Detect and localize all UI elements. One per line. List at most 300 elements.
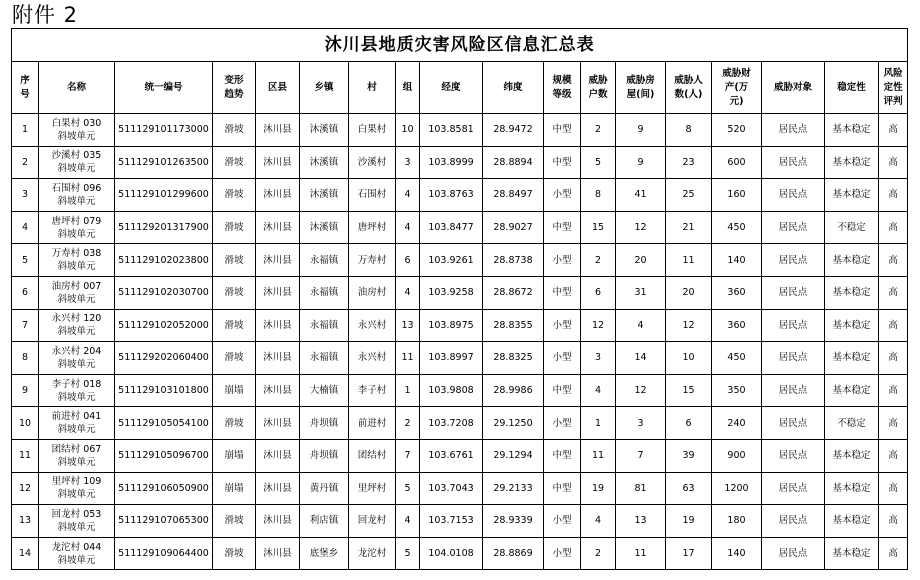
table-row — [12, 146, 908, 179]
cell-latitude: 28.8325 — [483, 342, 544, 375]
cell-stability: 基本稳定 — [825, 309, 879, 342]
header-line: 等级 — [552, 88, 572, 100]
cell-risk-assessment: 高 — [879, 211, 908, 244]
cell-threatened-people: 63 — [666, 472, 712, 505]
cell-deformation-trend: 滑坡 — [213, 276, 256, 309]
cell-threatened-houses: 7 — [616, 439, 666, 472]
cell-deformation-trend: 滑坡 — [213, 211, 256, 244]
cell-line: 团结村 067 — [51, 443, 102, 455]
cell-group: 11 — [396, 342, 420, 375]
cell-line: 龙沱村 044 — [51, 541, 102, 553]
header-line: 村 — [367, 81, 377, 93]
cell-township: 大楠镇 — [300, 374, 349, 407]
cell-unified-code: 511129103101800 — [115, 374, 213, 407]
cell-county: 沐川县 — [256, 407, 300, 440]
header-latitude — [483, 62, 544, 114]
table-row — [12, 114, 908, 147]
cell-group: 3 — [396, 146, 420, 179]
cell-name — [39, 439, 115, 472]
table-title-row — [12, 29, 908, 62]
cell-risk-assessment: 高 — [879, 309, 908, 342]
cell-deformation-trend: 滑坡 — [213, 309, 256, 342]
cell-name — [39, 179, 115, 212]
cell-threatened-property: 350 — [712, 374, 762, 407]
cell-unified-code: 511129106050900 — [115, 472, 213, 505]
cell-village: 永兴村 — [349, 309, 396, 342]
table-row — [12, 407, 908, 440]
cell-village: 回龙村 — [349, 505, 396, 538]
cell-village: 沙溪村 — [349, 146, 396, 179]
header-township — [300, 62, 349, 114]
cell-line: 白果村 030 — [51, 117, 102, 129]
cell-unified-code: 511129201317900 — [115, 211, 213, 244]
cell-index: 9 — [12, 374, 39, 407]
cell-group: 2 — [396, 407, 420, 440]
header-line: 变形 — [224, 74, 244, 86]
cell-threatened-object: 居民点 — [762, 211, 825, 244]
cell-county: 沐川县 — [256, 342, 300, 375]
cell-line: 斜坡单元 — [57, 261, 96, 273]
cell-county: 沐川县 — [256, 505, 300, 538]
cell-county: 沐川县 — [256, 439, 300, 472]
cell-threatened-households: 3 — [581, 342, 616, 375]
cell-index: 11 — [12, 439, 39, 472]
header-line: 屋(间) — [626, 88, 655, 100]
cell-threatened-houses: 9 — [616, 114, 666, 147]
header-name — [39, 62, 115, 114]
header-line: 元) — [729, 95, 744, 107]
cell-index: 5 — [12, 244, 39, 277]
cell-scale-grade: 小型 — [544, 244, 581, 277]
cell-county: 沐川县 — [256, 374, 300, 407]
cell-stability: 基本稳定 — [825, 244, 879, 277]
cell-threatened-houses: 20 — [616, 244, 666, 277]
cell-scale-grade: 中型 — [544, 276, 581, 309]
cell-line: 斜坡单元 — [57, 228, 96, 240]
cell-unified-code: 511129102030700 — [115, 276, 213, 309]
cell-threatened-people: 20 — [666, 276, 712, 309]
header-unified-code — [115, 62, 213, 114]
cell-threatened-households: 12 — [581, 309, 616, 342]
cell-threatened-households: 2 — [581, 114, 616, 147]
cell-unified-code: 511129109064400 — [115, 537, 213, 570]
cell-longitude: 103.8997 — [420, 342, 483, 375]
cell-county: 沐川县 — [256, 537, 300, 570]
cell-county: 沐川县 — [256, 146, 300, 179]
table-row — [12, 537, 908, 570]
cell-risk-assessment: 高 — [879, 276, 908, 309]
cell-threatened-property: 240 — [712, 407, 762, 440]
cell-threatened-households: 1 — [581, 407, 616, 440]
cell-threatened-people: 21 — [666, 211, 712, 244]
cell-risk-assessment: 高 — [879, 179, 908, 212]
cell-threatened-people: 6 — [666, 407, 712, 440]
cell-longitude: 104.0108 — [420, 537, 483, 570]
cell-village: 团结村 — [349, 439, 396, 472]
cell-line: 沙溪村 035 — [51, 150, 102, 162]
header-line: 威胁房 — [626, 74, 655, 86]
cell-risk-assessment: 高 — [879, 439, 908, 472]
cell-threatened-object: 居民点 — [762, 179, 825, 212]
cell-line: 石围村 096 — [51, 182, 102, 194]
table-row — [12, 244, 908, 277]
cell-deformation-trend: 滑坡 — [213, 114, 256, 147]
header-line: 威胁财 — [722, 67, 751, 79]
cell-threatened-households: 15 — [581, 211, 616, 244]
cell-line: 斜坡单元 — [57, 195, 96, 207]
cell-scale-grade: 小型 — [544, 179, 581, 212]
header-county — [256, 62, 300, 114]
header-line: 威胁人 — [674, 74, 703, 86]
cell-name — [39, 374, 115, 407]
cell-line: 斜坡单元 — [57, 424, 96, 436]
cell-line: 永兴村 120 — [51, 313, 102, 325]
cell-threatened-object: 居民点 — [762, 439, 825, 472]
cell-longitude: 103.7043 — [420, 472, 483, 505]
header-deformation-trend — [213, 62, 256, 114]
cell-township: 永福镇 — [300, 276, 349, 309]
cell-threatened-people: 11 — [666, 244, 712, 277]
table-title: 沐川县地质灾害风险区信息汇总表 — [12, 29, 908, 62]
header-line: 乡镇 — [314, 81, 334, 93]
cell-longitude: 103.8763 — [420, 179, 483, 212]
cell-line: 永兴村 204 — [51, 345, 102, 357]
header-line: 统一编号 — [144, 81, 183, 93]
cell-scale-grade: 中型 — [544, 439, 581, 472]
cell-risk-assessment: 高 — [879, 244, 908, 277]
cell-deformation-trend: 滑坡 — [213, 179, 256, 212]
cell-latitude: 28.9339 — [483, 505, 544, 538]
cell-township: 底堡乡 — [300, 537, 349, 570]
cell-group: 13 — [396, 309, 420, 342]
cell-threatened-houses: 4 — [616, 309, 666, 342]
cell-scale-grade: 中型 — [544, 472, 581, 505]
cell-latitude: 28.8738 — [483, 244, 544, 277]
header-threatened-people — [666, 62, 712, 114]
cell-stability: 基本稳定 — [825, 537, 879, 570]
cell-line: 斜坡单元 — [57, 489, 96, 501]
cell-threatened-object: 居民点 — [762, 407, 825, 440]
cell-scale-grade: 小型 — [544, 407, 581, 440]
cell-latitude: 28.9986 — [483, 374, 544, 407]
header-village — [349, 62, 396, 114]
cell-deformation-trend: 崩塌 — [213, 472, 256, 505]
cell-threatened-houses: 81 — [616, 472, 666, 505]
cell-line: 唐坪村 079 — [51, 215, 102, 227]
cell-threatened-households: 2 — [581, 537, 616, 570]
cell-threatened-property: 1200 — [712, 472, 762, 505]
cell-group: 4 — [396, 505, 420, 538]
cell-risk-assessment: 高 — [879, 505, 908, 538]
cell-longitude: 103.8975 — [420, 309, 483, 342]
cell-latitude: 28.8672 — [483, 276, 544, 309]
cell-index: 7 — [12, 309, 39, 342]
table-row — [12, 342, 908, 375]
header-threatened-property — [712, 62, 762, 114]
cell-township: 沐溪镇 — [300, 114, 349, 147]
cell-deformation-trend: 滑坡 — [213, 244, 256, 277]
cell-deformation-trend: 滑坡 — [213, 537, 256, 570]
cell-threatened-property: 160 — [712, 179, 762, 212]
cell-stability: 基本稳定 — [825, 179, 879, 212]
cell-line: 回龙村 053 — [51, 508, 102, 520]
header-threatened-houses — [616, 62, 666, 114]
cell-deformation-trend: 滑坡 — [213, 407, 256, 440]
cell-threatened-households: 5 — [581, 146, 616, 179]
cell-index: 2 — [12, 146, 39, 179]
cell-township: 永福镇 — [300, 342, 349, 375]
cell-risk-assessment: 高 — [879, 342, 908, 375]
cell-stability: 基本稳定 — [825, 114, 879, 147]
cell-deformation-trend: 滑坡 — [213, 505, 256, 538]
cell-longitude: 103.9258 — [420, 276, 483, 309]
cell-threatened-property: 140 — [712, 244, 762, 277]
cell-threatened-people: 19 — [666, 505, 712, 538]
cell-county: 沐川县 — [256, 276, 300, 309]
cell-risk-assessment: 高 — [879, 407, 908, 440]
cell-village: 龙沱村 — [349, 537, 396, 570]
cell-threatened-property: 180 — [712, 505, 762, 538]
header-line: 经度 — [441, 81, 461, 93]
cell-threatened-object: 居民点 — [762, 472, 825, 505]
cell-threatened-houses: 13 — [616, 505, 666, 538]
cell-threatened-property: 360 — [712, 309, 762, 342]
cell-line: 油房村 007 — [51, 280, 102, 292]
cell-threatened-houses: 41 — [616, 179, 666, 212]
cell-township: 永福镇 — [300, 244, 349, 277]
cell-unified-code: 511129105054100 — [115, 407, 213, 440]
cell-risk-assessment: 高 — [879, 114, 908, 147]
cell-county: 沐川县 — [256, 309, 300, 342]
cell-latitude: 29.1250 — [483, 407, 544, 440]
cell-threatened-property: 900 — [712, 439, 762, 472]
cell-longitude: 103.8999 — [420, 146, 483, 179]
cell-line: 斜坡单元 — [57, 456, 96, 468]
header-line: 趋势 — [224, 88, 244, 100]
cell-unified-code: 511129107065300 — [115, 505, 213, 538]
cell-unified-code: 511129202060400 — [115, 342, 213, 375]
cell-village: 白果村 — [349, 114, 396, 147]
cell-longitude: 103.6761 — [420, 439, 483, 472]
header-line: 序 — [20, 74, 30, 86]
cell-threatened-houses: 12 — [616, 374, 666, 407]
header-stability — [825, 62, 879, 114]
cell-unified-code: 511129101173000 — [115, 114, 213, 147]
cell-line: 斜坡单元 — [57, 358, 96, 370]
table-row — [12, 505, 908, 538]
cell-line: 万寿村 038 — [51, 248, 102, 260]
cell-threatened-houses: 9 — [616, 146, 666, 179]
cell-threatened-houses: 3 — [616, 407, 666, 440]
cell-threatened-object: 居民点 — [762, 146, 825, 179]
header-line: 组 — [402, 81, 413, 93]
cell-scale-grade: 中型 — [544, 211, 581, 244]
cell-stability: 基本稳定 — [825, 374, 879, 407]
cell-index: 4 — [12, 211, 39, 244]
cell-threatened-households: 4 — [581, 374, 616, 407]
cell-latitude: 28.8894 — [483, 146, 544, 179]
cell-stability: 基本稳定 — [825, 146, 879, 179]
cell-name — [39, 211, 115, 244]
header-line: 户数 — [588, 88, 608, 100]
cell-latitude: 29.1294 — [483, 439, 544, 472]
cell-name — [39, 244, 115, 277]
cell-threatened-households: 11 — [581, 439, 616, 472]
cell-township: 沐溪镇 — [300, 179, 349, 212]
cell-threatened-households: 6 — [581, 276, 616, 309]
cell-index: 3 — [12, 179, 39, 212]
cell-group: 4 — [396, 179, 420, 212]
cell-deformation-trend: 滑坡 — [213, 342, 256, 375]
cell-scale-grade: 中型 — [544, 146, 581, 179]
cell-village: 唐坪村 — [349, 211, 396, 244]
header-group — [396, 62, 420, 114]
header-line: 定性 — [883, 81, 903, 93]
header-line: 稳定性 — [837, 81, 866, 93]
cell-group: 1 — [396, 374, 420, 407]
cell-village: 永兴村 — [349, 342, 396, 375]
cell-scale-grade: 小型 — [544, 309, 581, 342]
header-line: 名称 — [66, 81, 86, 93]
cell-threatened-houses: 12 — [616, 211, 666, 244]
header-scale-grade — [544, 62, 581, 114]
cell-line: 斜坡单元 — [57, 163, 96, 175]
cell-group: 10 — [396, 114, 420, 147]
table-row — [12, 309, 908, 342]
header-line: 产(万 — [724, 81, 749, 93]
cell-scale-grade: 中型 — [544, 374, 581, 407]
cell-stability: 基本稳定 — [825, 472, 879, 505]
cell-township: 利店镇 — [300, 505, 349, 538]
cell-name — [39, 114, 115, 147]
cell-latitude: 28.9027 — [483, 211, 544, 244]
cell-village: 李子村 — [349, 374, 396, 407]
cell-name — [39, 537, 115, 570]
header-line: 数(人) — [674, 88, 703, 100]
header-line: 区县 — [267, 81, 287, 93]
cell-county: 沐川县 — [256, 472, 300, 505]
table-row — [12, 211, 908, 244]
cell-township: 永福镇 — [300, 309, 349, 342]
cell-latitude: 28.8497 — [483, 179, 544, 212]
cell-village: 石围村 — [349, 179, 396, 212]
table-row — [12, 374, 908, 407]
attachment-label: 附件 2 — [12, 3, 79, 27]
cell-threatened-people: 10 — [666, 342, 712, 375]
cell-scale-grade: 小型 — [544, 505, 581, 538]
header-line: 威胁对象 — [773, 81, 812, 93]
cell-index: 1 — [12, 114, 39, 147]
cell-name — [39, 309, 115, 342]
cell-longitude: 103.8477 — [420, 211, 483, 244]
cell-county: 沐川县 — [256, 179, 300, 212]
cell-threatened-households: 2 — [581, 244, 616, 277]
cell-threatened-houses: 14 — [616, 342, 666, 375]
cell-index: 12 — [12, 472, 39, 505]
cell-threatened-object: 居民点 — [762, 537, 825, 570]
cell-threatened-property: 600 — [712, 146, 762, 179]
cell-longitude: 103.9808 — [420, 374, 483, 407]
cell-index: 14 — [12, 537, 39, 570]
cell-unified-code: 511129102023800 — [115, 244, 213, 277]
cell-stability: 基本稳定 — [825, 342, 879, 375]
header-line: 号 — [20, 88, 30, 100]
cell-threatened-property: 360 — [712, 276, 762, 309]
cell-township: 沐溪镇 — [300, 146, 349, 179]
cell-line: 斜坡单元 — [57, 554, 96, 566]
cell-deformation-trend: 崩塌 — [213, 439, 256, 472]
cell-threatened-object: 居民点 — [762, 309, 825, 342]
cell-deformation-trend: 崩塌 — [213, 374, 256, 407]
cell-county: 沐川县 — [256, 244, 300, 277]
cell-threatened-houses: 11 — [616, 537, 666, 570]
cell-scale-grade: 小型 — [544, 537, 581, 570]
header-line: 评判 — [883, 95, 903, 107]
cell-line: 斜坡单元 — [57, 326, 96, 338]
cell-risk-assessment: 高 — [879, 146, 908, 179]
cell-stability: 基本稳定 — [825, 505, 879, 538]
cell-threatened-people: 8 — [666, 114, 712, 147]
cell-threatened-people: 15 — [666, 374, 712, 407]
cell-threatened-object: 居民点 — [762, 505, 825, 538]
table-row — [12, 276, 908, 309]
header-longitude — [420, 62, 483, 114]
cell-scale-grade: 小型 — [544, 342, 581, 375]
cell-threatened-object: 居民点 — [762, 374, 825, 407]
header-line: 威胁 — [588, 74, 608, 86]
cell-threatened-houses: 31 — [616, 276, 666, 309]
cell-threatened-people: 25 — [666, 179, 712, 212]
risk-area-summary-table — [11, 28, 908, 570]
cell-risk-assessment: 高 — [879, 472, 908, 505]
cell-risk-assessment: 高 — [879, 537, 908, 570]
cell-county: 沐川县 — [256, 211, 300, 244]
cell-line: 斜坡单元 — [57, 391, 96, 403]
cell-line: 斜坡单元 — [57, 293, 96, 305]
cell-latitude: 28.8355 — [483, 309, 544, 342]
cell-line: 里坪村 109 — [51, 476, 102, 488]
cell-unified-code: 511129105096700 — [115, 439, 213, 472]
cell-threatened-object: 居民点 — [762, 244, 825, 277]
cell-index: 8 — [12, 342, 39, 375]
cell-group: 5 — [396, 472, 420, 505]
cell-village: 里坪村 — [349, 472, 396, 505]
cell-threatened-object: 居民点 — [762, 276, 825, 309]
cell-threatened-people: 39 — [666, 439, 712, 472]
cell-county: 沐川县 — [256, 114, 300, 147]
cell-village: 万寿村 — [349, 244, 396, 277]
header-line: 风险 — [883, 67, 903, 79]
cell-threatened-people: 17 — [666, 537, 712, 570]
cell-line: 前进村 041 — [51, 411, 102, 423]
cell-risk-assessment: 高 — [879, 374, 908, 407]
cell-line: 李子村 018 — [51, 378, 102, 390]
cell-name — [39, 407, 115, 440]
cell-unified-code: 511129102052000 — [115, 309, 213, 342]
cell-latitude: 28.8869 — [483, 537, 544, 570]
header-index — [12, 62, 39, 114]
table-row — [12, 472, 908, 505]
cell-township: 舟坝镇 — [300, 439, 349, 472]
cell-name — [39, 342, 115, 375]
cell-unified-code: 511129101263500 — [115, 146, 213, 179]
cell-scale-grade: 中型 — [544, 114, 581, 147]
cell-deformation-trend: 滑坡 — [213, 146, 256, 179]
cell-stability: 基本稳定 — [825, 439, 879, 472]
cell-stability: 不稳定 — [825, 407, 879, 440]
cell-index: 13 — [12, 505, 39, 538]
cell-threatened-people: 23 — [666, 146, 712, 179]
